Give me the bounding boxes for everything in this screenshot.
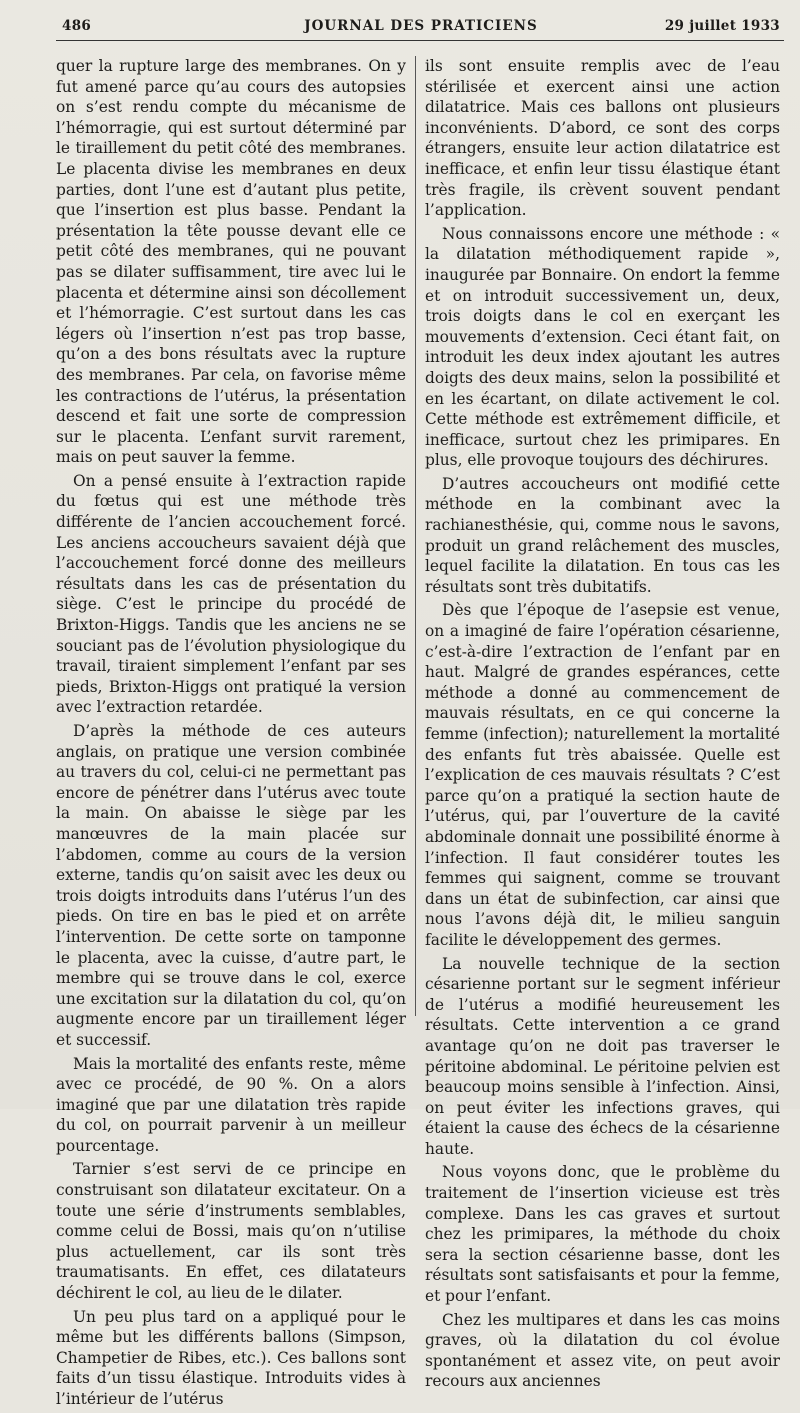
right-column bbox=[425, 56, 780, 1395]
column-divider bbox=[415, 56, 416, 1016]
page-header bbox=[62, 18, 780, 42]
paragraph: ils sont ensuite remplis avec de l’eau stérilisée et exercent ainsi une action dilatatrice. Mais ces ballons ont plusieurs inconvénients. D’abord, ce sont des corps étrangers, ensuite leur action dilatatrice est inefficace, et enfin leur tissu élastique étant très fragile, ils crèvent souvent pendant l’application. bbox=[425, 57, 780, 220]
paragraph: quer la rupture large des membranes. On y fut amené parce qu’au cours des autopsies on s’est rendu compte du mécanisme de l’hémorragie, qui est surtout déterminé par le tiraillement du petit côté des membranes. Le placenta divise les membranes en deux parties, dont l’une est d’autant plus petite, que l’insertion est plus basse. Pendant la présentation la tête pousse devant elle ce petit côté des membranes, qui ne pouvant pas se dilater suffisamment, tire avec lui le placenta et détermine ainsi son décollement et l’hémorragie. C’est surtout dans les cas légers où l’insertion n’est pas trop basse, qu’on a des bons résultats avec la rupture des membranes. Par cela, on favorise même les contractions de l’utérus, la présentation descend et fait une sorte de compression sur le placenta. L’enfant survit rarement, mais on peut sauver la femme. bbox=[56, 57, 406, 467]
issue-date: 29 juillet 1933 bbox=[664, 18, 780, 34]
paragraph: D’après la méthode de ces auteurs anglais, on pratique une version combinée au travers du col, celui-ci ne permettant pas encore de pénétrer dans l’utérus avec toute la main. On abaisse le siège par les manœuvres de la main placée sur l’abdomen, comme au cours de la version externe, tandis qu’on saisit avec les deux ou trois doigts introduits dans l’utérus l’un des pieds. On tire en bas le pied et on arrête l’intervention. De cette sorte on tamponne le placenta, avec la cuisse, d’autre part, le membre qui se trouve dans le col, exerce une excitation sur la dilatation du col, qu’on augmente encore par un tiraillement léger et successif. bbox=[56, 722, 406, 1049]
paragraph: Dès que l’époque de l’asepsie est venue, on a imaginé de faire l’opération césarienne, c’est-à-dire l’extraction de l’enfant par en haut. Malgré de grandes espérances, cette méthode a donné au commencement de mauvais résultats, en ce qui concerne la femme (infection); naturellement la mortalité des enfants fut très abaissée. Quelle est l’explication de ces mauvais résultats ? C’est parce qu’on a pratiqué la section haute de l’utérus, qui, par l’ouverture de la cavité abdominale donnait une possibilité énorme à l’infection. Il faut considérer toutes les femmes qui saignent, comme se trouvant dans un état de subinfection, car ainsi que nous l’avons déjà dit, le milieu sanguin facilite le développement des germes. bbox=[425, 601, 780, 949]
paragraph: Nous voyons donc, que le problème du traitement de l’insertion vicieuse est très complexe. Dans les cas graves et surtout chez les primipares, la méthode du choix sera la section césarienne basse, dont les résultats sont satisfaisants et pour la femme, et pour l’enfant. bbox=[425, 1163, 780, 1306]
paragraph: D’autres accoucheurs ont modifié cette méthode en la combinant avec la rachianesthésie, qui, comme nous le savons, produit un grand relâchement des muscles, lequel facilite la dilatation. En tous cas les résultats sont très dubitatifs. bbox=[425, 474, 780, 596]
paragraph: Mais la mortalité des enfants reste, même avec ce procédé, de 90 %. On a alors imaginé que par une dilatation très rapide du col, on pourrait parvenir à un meilleur pourcentage. bbox=[56, 1054, 406, 1155]
left-column bbox=[56, 56, 406, 1413]
paragraph: Chez les multipares et dans les cas moins graves, où la dilatation du col évolue spontanément et assez vite, on peut avoir recours aux anciennes bbox=[425, 1310, 780, 1391]
journal-title: JOURNAL DES PRATICIENS bbox=[304, 18, 538, 34]
header-rule bbox=[56, 40, 784, 41]
paragraph: La nouvelle technique de la section césarienne portant sur le segment inférieur de l’utérus a modifié heureusement les résultats. Cette intervention a ce grand avantage qu’on ne doit pas traverser le péritoine abdominal. Le péritoine pelvien est beaucoup moins sensible à l’infection. Ainsi, on peut éviter les infections graves, qui étaient la cause des échecs de la césarienne haute. bbox=[425, 954, 780, 1158]
page-number: 486 bbox=[62, 18, 92, 34]
paragraph: Tarnier s’est servi de ce principe en construisant son dilatateur excitateur. On a toute une série d’instruments semblables, comme celui de Bossi, mais qu’on n’utilise plus actuellement, car ils sont très traumatisants. En effet, ces dilatateurs déchirent le col, au lieu de le dilater. bbox=[56, 1160, 406, 1303]
paragraph: On a pensé ensuite à l’extraction rapide du fœtus qui est une méthode très différente de l’ancien accouchement forcé. Les anciens accoucheurs savaient déjà que l’accouchement forcé donne des meilleurs résultats dans les cas de présentation du siège. C’est le principe du procédé de Brixton-Higgs. Tandis que les anciens ne se souciant pas de l’évolution physiologique du travail, tiraient simplement l’enfant par ses pieds, Brixton-Higgs ont pratiqué la version avec l’extraction retardée. bbox=[56, 471, 406, 717]
paragraph: Nous connaissons encore une méthode : « la dilatation méthodiquement rapide », inaugurée par Bonnaire. On endort la femme et on introduit successivement un, deux, trois doigts dans le col en exerçant les mouvements d’extension. Ceci étant fait, on introduit les deux index ajoutant les autres doigts des deux mains, selon la possibilité et en les écartant, on dilate activement le col. Cette méthode est extrêmement difficile, et inefficace, surtout chez les primipares. En plus, elle provoque toujours des déchirures. bbox=[425, 224, 780, 470]
paragraph: Un peu plus tard on a appliqué pour le même but les différents ballons (Simpson, Champetier de Ribes, etc.). Ces ballons sont faits d’un tissu élastique. Introduits vides à l’intérieur de l’utérus bbox=[56, 1307, 406, 1408]
